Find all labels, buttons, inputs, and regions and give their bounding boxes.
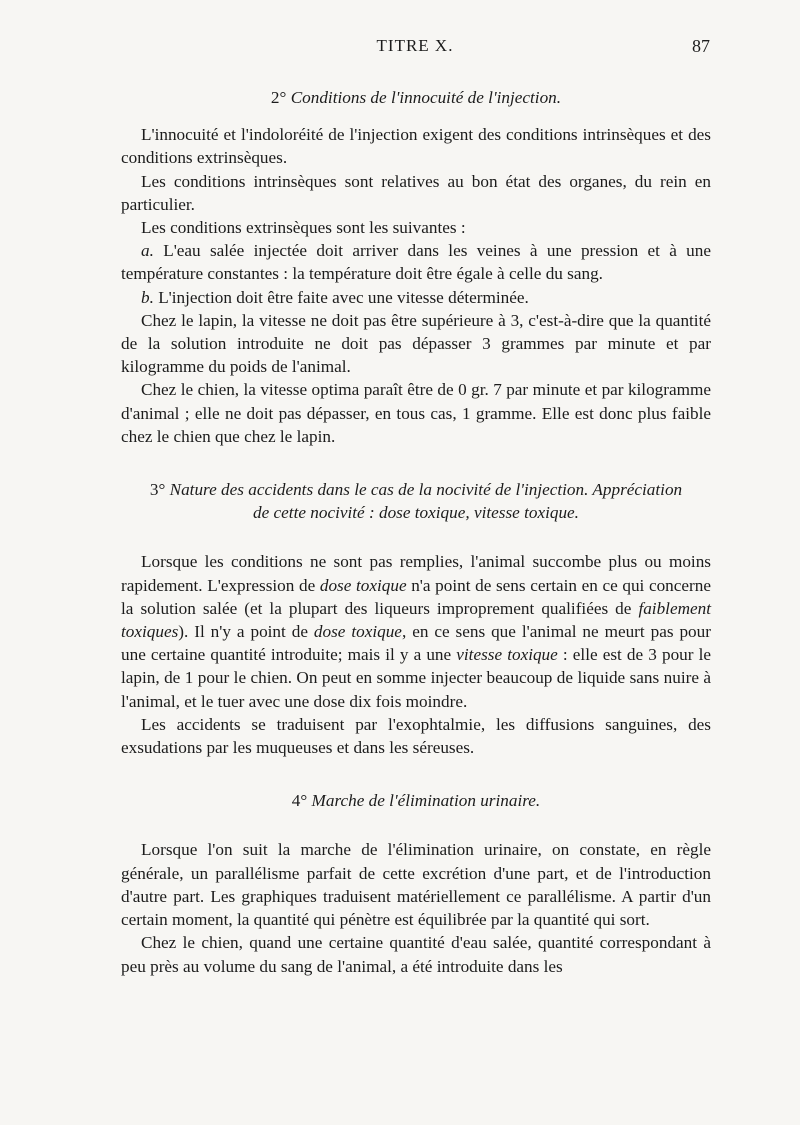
paragraph: Chez le chien, la vitesse optima paraît être de 0 gr. 7 par minute et par kilogramme d'animal ; elle ne doit pas dépasser, en tous cas, 1 gramme. Elle est donc plus faible chez le chien que chez le lapin. (121, 380, 711, 446)
paragraph: Les accidents se traduisent par l'exophtalmie, les diffusions sanguines, des exsudations par les muqueuses et dans les séreuses. (121, 714, 711, 758)
emphasis: dose toxique (319, 575, 407, 595)
emphasis: faiblement toxiques (121, 598, 711, 642)
text-run: n'a point de sens certain en ce qui concerne la solution salée (et la plupart des liqueurs improprement qualifiées de (121, 575, 711, 618)
paragraph: Les conditions intrinsèques sont relatives au bon état des organes, du rein en particulier. (121, 171, 711, 214)
section-2-heading (121, 86, 711, 109)
paragraph: Chez le chien, quand une certaine quantité d'eau salée, quantité correspondant à peu près au volume du sang de l'animal, a été introduite dans les (121, 933, 711, 976)
paragraph: Les conditions extrinsèques sont les suivantes : (141, 218, 466, 238)
list-item-b (121, 286, 711, 309)
paragraph: L'innocuité et l'indoloréité de l'injection exigent des conditions intrinsèques et des conditions extrinsèques. (121, 125, 711, 168)
list-label: a. (141, 241, 154, 261)
list-label: b. (141, 287, 154, 307)
paragraph: Chez le lapin, la vitesse ne doit pas être supérieure à 3, c'est-à-dire que la quantité de la solution introduite ne doit pas dépasser 3 grammes par minute et par kilogramme du poids de l'animal. (121, 310, 711, 377)
emphasis: vitesse toxique (456, 645, 558, 665)
paragraph (121, 550, 711, 712)
page-header (120, 36, 710, 64)
running-title: TITRE X. (376, 36, 454, 55)
section-4-number: 4° (291, 791, 308, 811)
text-run: , en ce sens que l'animal ne meurt pas pour une certaine quantité introduite; mais il y a une (121, 622, 711, 665)
section-4-heading (121, 789, 711, 812)
list-text: L'injection doit être faite avec une vitesse déterminée. (158, 287, 529, 307)
list-item-a (121, 239, 711, 285)
section-2-number: 2° (270, 88, 287, 107)
text-run: : elle est de 3 pour le lapin, de 1 pour le chien. On peut en somme injecter beaucoup de liquide sans nuire à l'animal, et le tuer avec une dose dix fois moindre. (121, 645, 712, 711)
page-body (121, 86, 711, 978)
section-3-heading (121, 478, 711, 524)
section-4-title: Marche de l'élimination urinaire. (311, 791, 541, 811)
text-run: ). Il n'y a point de (178, 622, 314, 642)
section-3-title-line1: Nature des accidents dans le cas de la nocivité de l'injection. Appréciation (169, 480, 683, 500)
section-3-number: 3° (149, 480, 166, 500)
list-text: L'eau salée injectée doit arriver dans les veines à une pression et à une température constantes : la température doit être égale à celle du sang. (121, 241, 712, 284)
text-run: Lorsque les conditions ne sont pas remplies, l'animal succombe plus ou moins rapidement. L'expression de (121, 552, 711, 595)
section-2-title: Conditions de l'innocuité de l'injection. (290, 88, 562, 107)
emphasis: dose toxique (313, 622, 402, 642)
paragraph: Lorsque l'on suit la marche de l'élimination urinaire, on constate, en règle générale, un parallélisme parfait de cette excrétion d'une part, et de l'introduction d'autre part. Les graphiques traduisent matériellement ce parallélisme. A partir d'un certain moment, la quantité qui pénètre est équilibrée par la quantité qui sort. (121, 840, 711, 930)
page-number: 87 (692, 36, 710, 56)
section-3-title-line2: de cette nocivité : dose toxique, vitesse toxique. (253, 503, 579, 523)
